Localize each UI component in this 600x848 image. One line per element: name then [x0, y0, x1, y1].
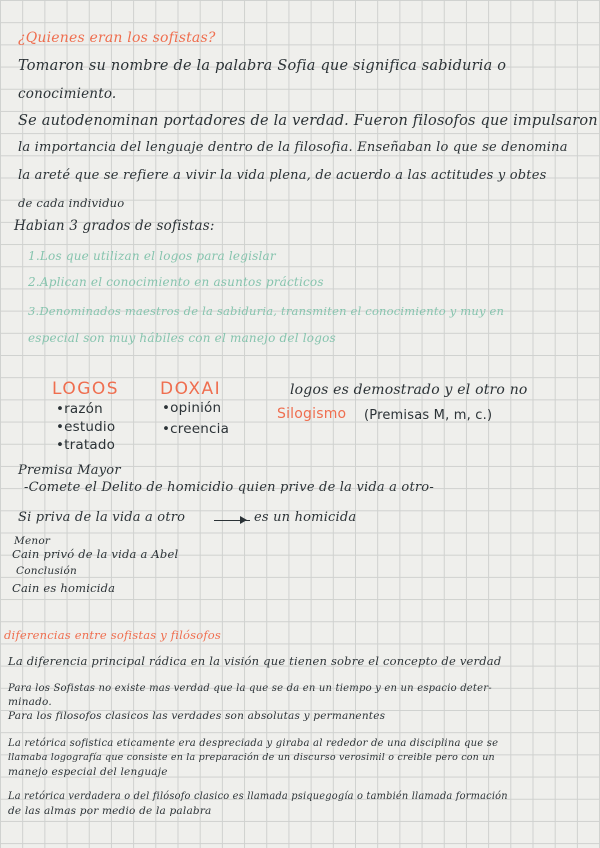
syllogism-right: es un homicida: [254, 510, 357, 525]
menor-label: Menor: [14, 535, 51, 547]
paragraph-line: minado.: [8, 696, 52, 708]
logos-item: •tratado: [56, 437, 116, 453]
logos-item: •razón: [56, 401, 103, 417]
section-title-sofistas: ¿Quienes eran los sofistas?: [18, 30, 216, 46]
grade-item-1: 1.Los que utilizan el logos para legislar: [28, 249, 276, 263]
conclusion-label: Conclusión: [16, 565, 77, 577]
paragraph-line: Para los filosofos clasicos las verdades son absolutas y permanentes: [8, 710, 386, 722]
arrow-icon: [214, 520, 250, 521]
premisa-mayor-text: -Comete el Delito de homicidio quien prive de la vida a otro-: [24, 480, 434, 495]
grade-item-3-cont: especial son muy hábiles con el manejo del logos: [28, 331, 336, 345]
paragraph-line: La retórica sofistica eticamente era despreciada y giraba al rededor de una disciplina que se: [8, 738, 499, 749]
logos-note: logos es demostrado y el otro no: [290, 382, 528, 398]
grades-intro: Habian 3 grados de sofistas:: [14, 218, 215, 234]
logos-item: •estudio: [56, 419, 116, 435]
paragraph-line: la areté que se refiere a vivir la vida plena, de acuerdo a las actitudes y obtes: [18, 168, 547, 183]
syllogism-left: Si priva de la vida a otro: [18, 510, 186, 525]
premisas-label: (Premisas M, m, c.): [364, 408, 493, 423]
conclusion-text: Cain es homicida: [12, 581, 116, 595]
paragraph-line: Se autodenominan portadores de la verdad. Fueron filosofos que impulsaron: [18, 113, 598, 129]
grade-item-3: 3.Denominados maestros de la sabiduria, transmiten el conocimiento y muy en: [28, 304, 505, 318]
paragraph-line: La diferencia principal rádica en la visión que tienen sobre el concepto de verdad: [8, 654, 502, 668]
premisa-mayor-label: Premisa Mayor: [18, 463, 121, 478]
paragraph-line: Tomaron su nombre de la palabra Sofia que significa sabiduria o: [18, 58, 507, 74]
silogismo-label: Silogismo: [277, 406, 347, 422]
menor-text: Cain privó de la vida a Abel: [12, 547, 179, 561]
doxa-header: DOXAI: [160, 379, 222, 399]
doxa-item: •opinión: [162, 400, 222, 416]
paragraph-line: llamaba logografía que consiste en la preparación de un discurso verosimil o creible pero con un: [8, 752, 495, 763]
paragraph-line: de las almas por medio de la palabra: [8, 805, 212, 817]
paragraph-line: de cada individuo: [18, 196, 125, 210]
logos-header: LOGOS: [52, 379, 120, 399]
paragraph-line: La retórica verdadera o del filósofo clasico es llamada psiquegogía o también llamada formación: [8, 791, 508, 802]
paragraph-line: Para los Sofistas no existe mas verdad que la que se da en un tiempo y en un espacio deter-: [8, 683, 492, 694]
paragraph-line: la importancia del lenguaje dentro de la filosofia. Enseñaban lo que se denomina: [18, 140, 568, 155]
grade-item-2: 2.Aplican el conocimiento en asuntos prácticos: [28, 275, 324, 289]
doxa-item: •creencia: [162, 421, 230, 437]
paragraph-line: conocimiento.: [18, 86, 117, 102]
paragraph-line: manejo especial del lenguaje: [8, 766, 168, 778]
section-title-diferencias: diferencias entre sofistas y filósofos: [4, 628, 222, 642]
